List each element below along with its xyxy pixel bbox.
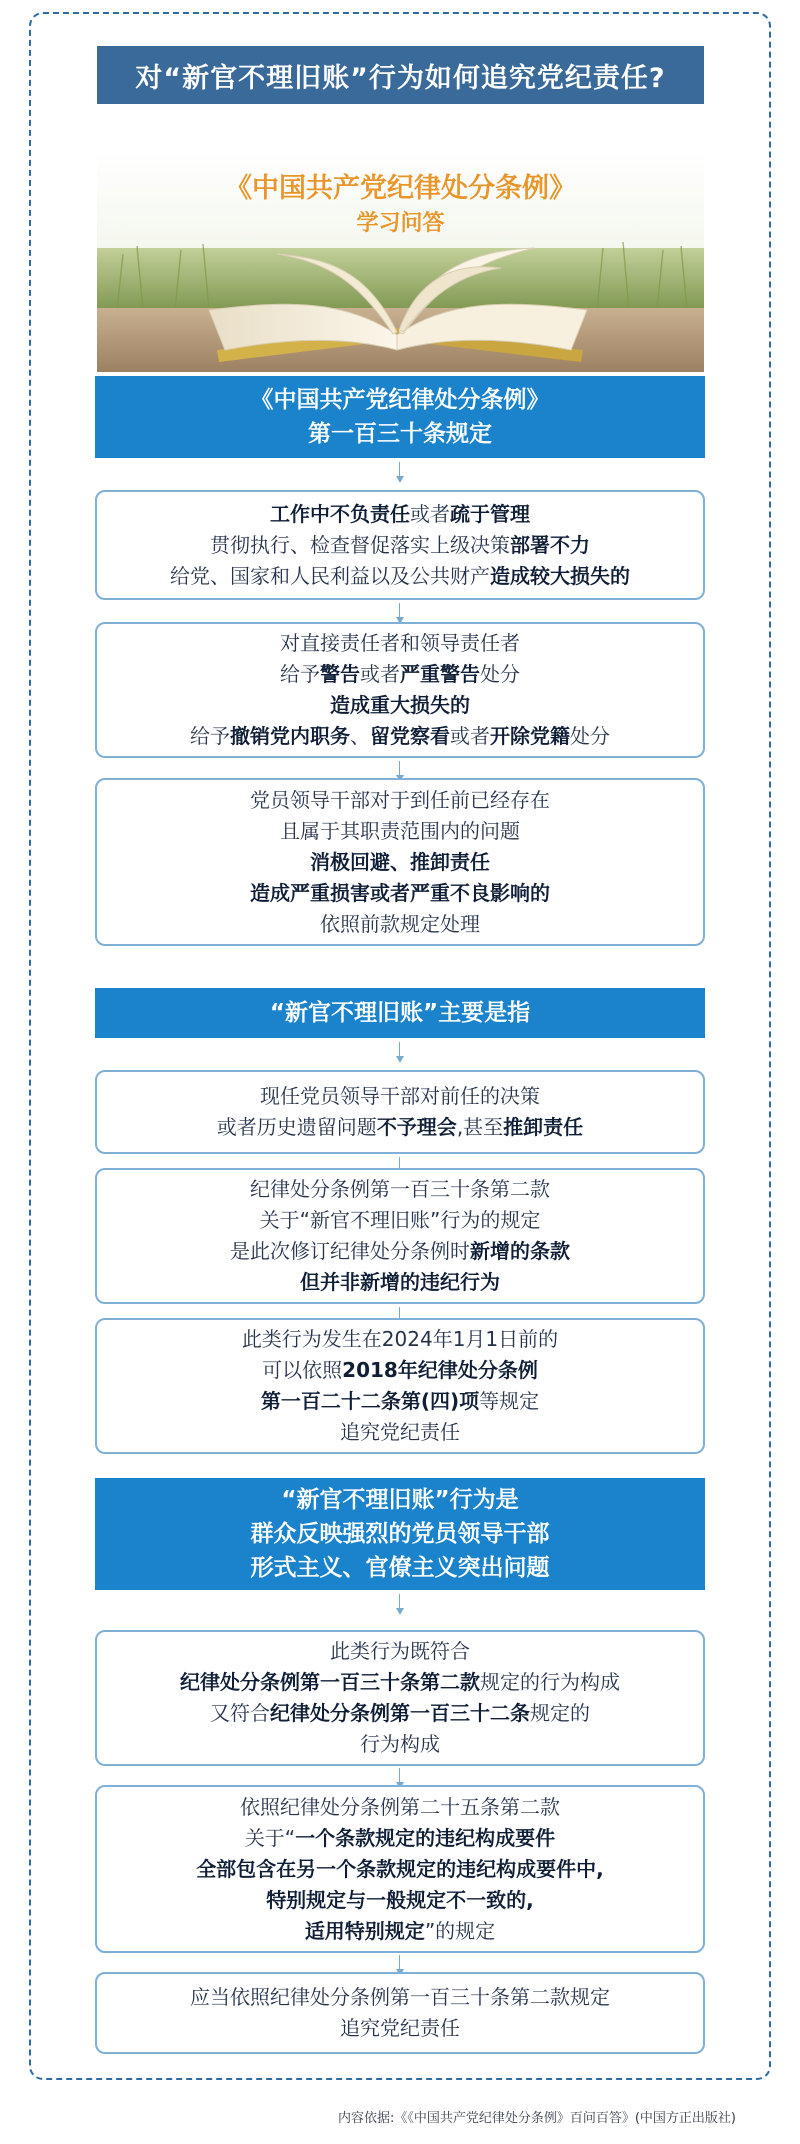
body-text: 且属于其职责范围内的问题	[280, 818, 520, 843]
body-text: 关于“新官不理旧账”行为的规定	[259, 1208, 541, 1232]
banner-subtitle: 学习问答	[356, 210, 445, 236]
box-line	[260, 1081, 540, 1112]
emphasis-text: 第一百二十二条第(四)项	[260, 1389, 480, 1413]
emphasis-text: 警告	[320, 662, 360, 686]
box-line	[240, 1792, 560, 1823]
box-line	[360, 1729, 440, 1760]
box-line	[250, 785, 550, 816]
box-line	[270, 499, 530, 530]
content-box	[95, 1070, 705, 1154]
box-line	[250, 878, 550, 909]
emphasis-text: 纪律处分条例第一百三十二条	[270, 1701, 530, 1725]
body-text: 或者历史遗留问题	[216, 1115, 377, 1139]
body-text: 对直接责任者和领导责任者	[280, 631, 520, 655]
body-text: 应当依照纪律处分条例第一百三十条第二款规定	[190, 1985, 610, 2009]
section-line: “新官不理旧账”主要是指	[269, 1000, 531, 1026]
box-line	[340, 2013, 460, 2044]
emphasis-text: 撤销党内职务	[230, 724, 350, 748]
body-text: 规定的行为构成	[480, 1670, 620, 1694]
down-arrow-icon	[394, 462, 406, 484]
section-line: 第一百三十条规定	[308, 421, 492, 447]
box-line	[260, 1205, 541, 1236]
box-line	[280, 659, 520, 690]
box-line	[190, 1982, 610, 2013]
emphasis-text: 特别规定与一般规定不一致的,	[266, 1887, 534, 1912]
body-text: 关于“	[244, 1825, 296, 1850]
content-box	[95, 1630, 705, 1766]
emphasis-text: 开除党籍	[490, 724, 570, 748]
body-text: 或者	[360, 662, 400, 686]
box-line	[242, 1324, 558, 1355]
body-text: 党员领导干部对于到任前已经存在	[250, 787, 550, 812]
box-line	[245, 1823, 555, 1854]
box-line	[230, 1236, 570, 1267]
body-text: 纪律处分条例第一百三十条第二款	[250, 1177, 550, 1201]
emphasis-text: 消极回避、推卸责任	[310, 849, 490, 874]
emphasis-text: 一个条款规定的违纪构成要件	[295, 1825, 556, 1850]
body-text: 行为构成	[360, 1732, 440, 1756]
box-line	[196, 1854, 604, 1885]
source-footnote: 内容依据:《《中国共产党纪律处分条例》百问百答》(中国方正出版社)	[337, 2111, 736, 2126]
box-line	[280, 628, 520, 659]
box-line	[310, 847, 490, 878]
emphasis-text: 全部包含在另一个条款规定的违纪构成要件中,	[196, 1856, 604, 1881]
body-text: 依照前款规定处理	[320, 911, 480, 936]
box-line	[280, 816, 520, 847]
emphasis-text: 疏于管理	[450, 501, 530, 526]
emphasis-text: 新增的条款	[470, 1239, 570, 1263]
body-text: 此类行为发生在2024年1月1日前的	[241, 1327, 559, 1351]
section-line: 形式主义、官僚主义突出问题	[250, 1555, 550, 1581]
page-title	[97, 46, 704, 104]
box-line	[330, 690, 470, 721]
emphasis-text: 工作中不负责任	[270, 501, 410, 526]
box-line	[330, 1636, 470, 1667]
section-header-definition	[95, 988, 705, 1038]
body-text: 现任党员领导干部对前任的决策	[260, 1084, 540, 1108]
emphasis-text: 造成重大损失的	[330, 693, 470, 717]
emphasis-text: 严重警告	[400, 662, 480, 686]
section-header-prominent-issue	[95, 1478, 705, 1590]
emphasis-text: 推卸责任	[503, 1115, 584, 1139]
body-text: 依照纪律处分条例第二十五条第二款	[240, 1794, 560, 1819]
box-line	[266, 1885, 534, 1916]
down-arrow-icon	[394, 1594, 406, 1616]
emphasis-text: 纪律处分条例第一百三十条第二款	[180, 1670, 480, 1694]
box-line	[320, 909, 480, 940]
box-line	[217, 1112, 583, 1143]
section-line: 群众反映强烈的党员领导干部	[250, 1521, 550, 1547]
content-box	[95, 1318, 705, 1454]
body-text: 给予	[190, 724, 230, 748]
emphasis-text: 留党察看	[370, 724, 450, 748]
box-line	[170, 561, 630, 592]
content-box	[95, 622, 705, 758]
box-line	[340, 1417, 460, 1448]
body-text: 可以依照	[262, 1358, 343, 1382]
box-line	[210, 530, 590, 561]
body-text: 规定的	[530, 1701, 590, 1725]
section-line: “新官不理旧账”行为是	[281, 1487, 519, 1513]
content-box	[95, 778, 705, 946]
body-text: 处分	[570, 724, 610, 748]
section-header-article-130	[95, 376, 705, 458]
body-text: 给予	[280, 662, 320, 686]
body-text: 或者	[450, 724, 490, 748]
content-box	[95, 1972, 705, 2054]
down-arrow-icon	[394, 1042, 406, 1064]
content-box	[95, 490, 705, 600]
body-text: 、	[350, 724, 370, 748]
section-line: 《中国共产党纪律处分条例》	[250, 387, 550, 413]
body-text: ”的规定	[424, 1918, 496, 1943]
body-text: ,甚至	[456, 1115, 504, 1139]
page-title-text: 对“新官不理旧账”行为如何追究党纪责任?	[135, 62, 666, 94]
box-line	[210, 1698, 590, 1729]
body-text: 追究党纪责任	[340, 1420, 460, 1444]
banner-title: 《中国共产党纪律处分条例》	[225, 173, 576, 204]
emphasis-text: 不予理会	[376, 1115, 457, 1139]
banner-image	[97, 150, 704, 372]
body-text: 等规定	[479, 1389, 540, 1413]
emphasis-text: 造成较大损失的	[490, 563, 630, 588]
box-line	[180, 1667, 620, 1698]
body-text: 是此次修订纪律处分条例时	[230, 1239, 470, 1263]
body-text: 处分	[480, 662, 520, 686]
box-line	[300, 1267, 500, 1298]
box-line	[261, 1386, 539, 1417]
emphasis-text: 适用特别规定	[304, 1918, 425, 1943]
body-text: 追究党纪责任	[340, 2016, 460, 2040]
content-box	[95, 1785, 705, 1953]
emphasis-text: 部署不力	[510, 532, 590, 557]
box-line	[305, 1916, 495, 1947]
box-line	[190, 721, 610, 752]
body-text: 或者	[410, 501, 450, 526]
body-text: 给党、国家和人民利益以及公共财产	[170, 563, 490, 588]
box-line	[262, 1355, 538, 1386]
emphasis-text: 2018年纪律处分条例	[342, 1358, 538, 1382]
emphasis-text: 造成严重损害或者严重不良影响的	[250, 880, 550, 905]
body-text: 此类行为既符合	[330, 1639, 470, 1663]
content-box	[95, 1168, 705, 1304]
box-line	[250, 1174, 550, 1205]
body-text: 贯彻执行、检查督促落实上级决策	[210, 532, 510, 557]
emphasis-text: 但并非新增的违纪行为	[300, 1270, 500, 1294]
body-text: 又符合	[210, 1701, 270, 1725]
